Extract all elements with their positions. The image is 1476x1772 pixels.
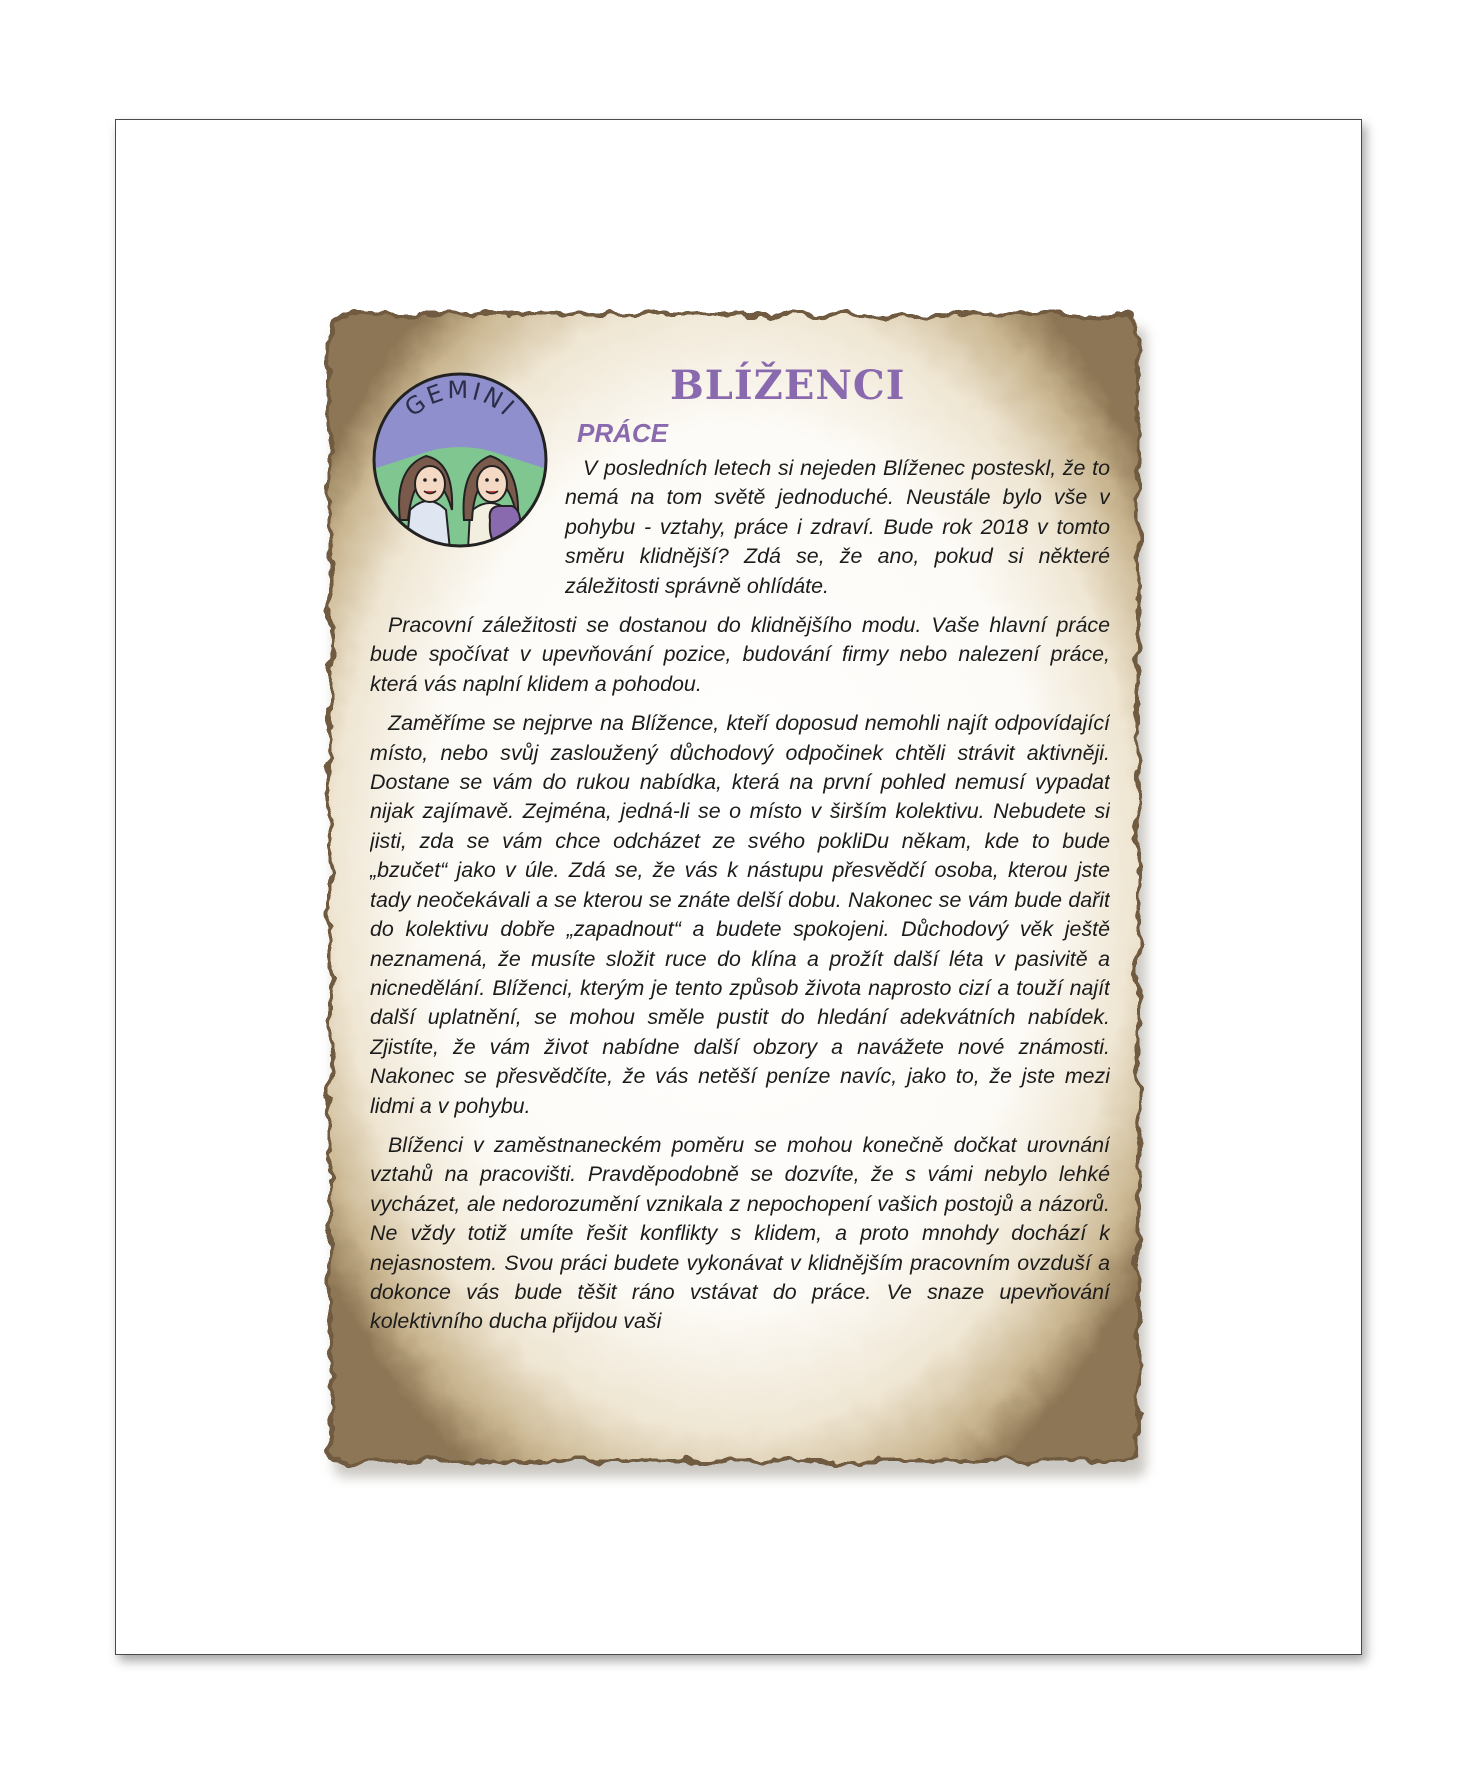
section-heading: PRÁCE: [577, 418, 669, 448]
page-title: BLÍŽENCI: [670, 362, 906, 409]
logo-spacer: [370, 444, 565, 579]
paragraph-3: Zaměříme se nejprve na Blížence, kteří doposud nemohli najít odpovídající místo, nebo svůj zasloužený důchodový odpočinek chtěli strávit aktivněji. Dostane se vám do rukou nabídka, která na první pohled nemusí vypadat nijak zajímavě. Zejména, jedná-li se o místo v širším kolektivu. Nebudete si jisti, zda se vám chce odcházet ze svého pokliDu někam, kde to bude „bzučet“ jako v úle. Zdá se, že vás k nástupu přesvědčí osoba, kterou jste tady neočekávali a se kterou se znáte delší dobu. Nakonec se vám bude dařit do kolektivu dobře „zapadnout“ a budete spokojeni. Důchodový věk ještě neznamená, že musíte složit ruce do klína a prožít další léta v pasivitě a nicnedělání. Blíženci, kterým je tento způsob života naprosto cizí a touží najít další uplatnění, se mohou směle pustit do hledání adekvátních nabídek. Zjistíte, že vám život nabídne další obzory a navážete nové známosti. Nakonec se přesvědčíte, že vás netěší peníze navíc, jako to, že jste mezi lidmi a v pohybu.: [370, 711, 1110, 1118]
paragraph-1: V posledních letech si nejeden Blíženec posteskl, že to nemá na tom světě jednoduché. Neustále bylo vše v pohybu - vztahy, práce i zdraví. Bude rok 2018 v tomto směru klidnější? Zdá se, že ano, pokud si některé záležitosti správně ohlídáte.: [565, 456, 1110, 598]
logo-text: GEMINI: [399, 375, 522, 423]
paragraph-4: Blíženci v zaměstnaneckém poměru se mohou konečně dočkat urovnání vztahů na pracovišti. Pravděpodobně se dozvíte, že s vámi nebylo lehké vycházet, ale nedorozumění vznikala z nepochopení vašich postojů a názorů. Ne vždy totiž umíte řešit konflikty s klidem, a proto mnohdy dochází k nejasnostem. Svou práci budete vykonávat v klidnějším pracovním ovzduší a dokonce vás bude těšit ráno vstávat do práce. Ve snaze upevňování kolektivního ducha přijdou vaši: [370, 1132, 1110, 1334]
parchment-card: [320, 305, 1158, 1490]
paragraph-2: Pracovní záležitosti se dostanou do klidnějšího modu. Vaše hlavní práce bude spočívat v upevňování pozice, budování firmy nebo nalezení práce, která vás naplní klidem a pohodou.: [370, 613, 1110, 696]
article-body: [370, 454, 1110, 1347]
card-content: [370, 350, 1110, 1430]
